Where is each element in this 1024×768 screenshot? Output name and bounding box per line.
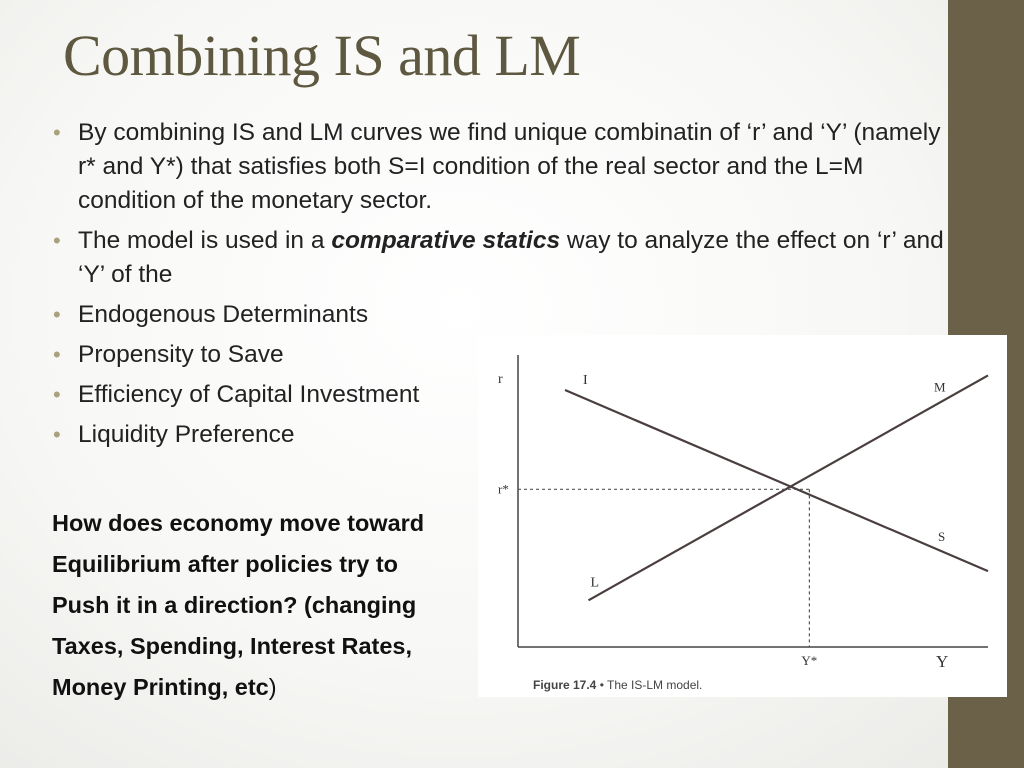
- bullet-icon: •: [53, 342, 61, 367]
- is-curve: [565, 390, 988, 571]
- bullet-icon: •: [53, 228, 61, 253]
- question-paragraph: [52, 503, 512, 708]
- bullet-icon: •: [53, 120, 61, 145]
- is-lm-figure: [478, 335, 1007, 697]
- is-start-label: I: [583, 373, 588, 389]
- bullet-item: • Liquidity Preference: [52, 418, 952, 452]
- question-line: Taxes, Spending, Interest Rates,: [52, 633, 413, 659]
- bullet-item: • Propensity to Save: [52, 338, 952, 372]
- bullet-item: • Efficiency of Capital Investment: [52, 378, 952, 412]
- emphasis-text: comparative statics: [331, 227, 561, 254]
- y-star-label: Y*: [801, 653, 818, 668]
- bullet-item: • Endogenous Determinants: [52, 298, 952, 332]
- bullet-item: • The model is used in a comparative statics way to analyze the effect on ‘r’ and ‘Y’ of the: [52, 224, 952, 292]
- is-end-label: S: [938, 529, 946, 545]
- question-line: Money Printing, etc): [52, 674, 277, 700]
- question-line: Push it in a direction? (changing: [52, 592, 417, 618]
- bullet-icon: •: [53, 302, 61, 327]
- r-star-label: r*: [498, 481, 509, 497]
- figure-caption: Figure 17.4 • The IS-LM model.: [533, 678, 703, 692]
- is-lm-chart: [478, 335, 1007, 675]
- x-axis-label: Y: [936, 652, 949, 671]
- bullet-icon: •: [53, 382, 61, 407]
- question-line: How does economy move toward: [52, 510, 425, 536]
- lm-start-label: L: [590, 575, 600, 591]
- lm-end-label: M: [934, 379, 946, 395]
- question-line: Equilibrium after policies try to: [52, 551, 399, 577]
- bullet-icon: •: [53, 422, 61, 447]
- bullet-item: • By combining IS and LM curves we find unique combinatin of ‘r’ and ‘Y’ (namely r* and Y*) that satisfies both S=I condition of the real sector and the L=M condition of the monetary sector.: [52, 116, 952, 218]
- slide-title: Combining IS and LM: [63, 23, 581, 88]
- lm-curve: [589, 375, 989, 600]
- y-axis-label: r: [498, 372, 503, 387]
